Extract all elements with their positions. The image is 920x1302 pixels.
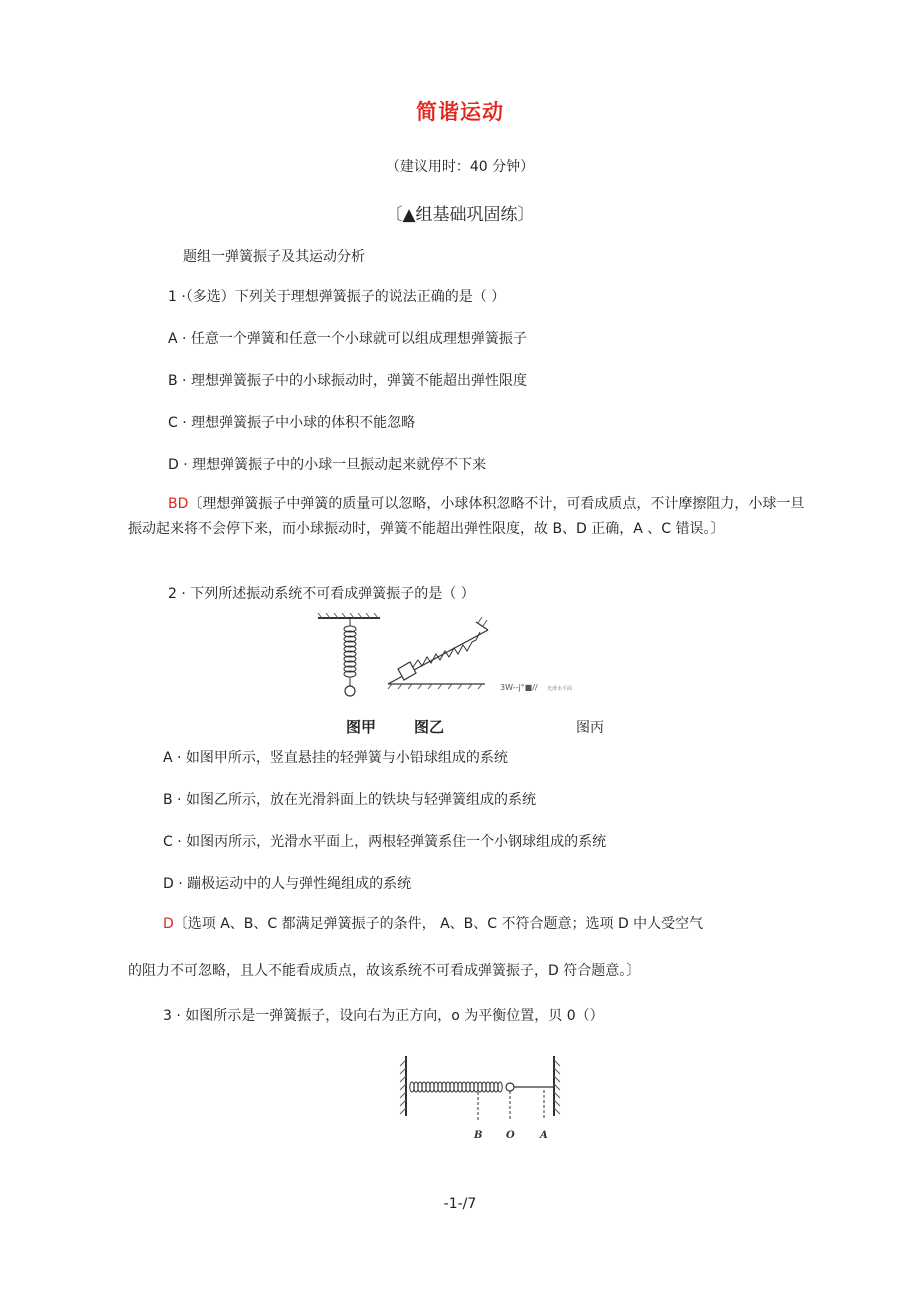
q2-option-a: A · 如图甲所示，竖直悬挂的轻弹簧与小铅球组成的系统	[163, 750, 508, 766]
q2-answer-text-1: 〔选项 A、B、C 都满足弹簧振子的条件， A、B、C 不符合题意；选项 D 中人受空气	[173, 916, 704, 932]
q2-option-d: D · 蹦极运动中的人与弹性绳组成的系统	[163, 876, 412, 892]
figure-bing-note-small: 光滑水平面	[547, 686, 573, 692]
q1-option-a: A · 任意一个弹簧和任意一个小球就可以组成理想弹簧振子	[168, 331, 527, 347]
page-number: -1-/7	[443, 1196, 477, 1212]
q1-option-c: C · 理想弹簧振子中小球的体积不能忽略	[168, 415, 416, 431]
topic-heading: 题组一弹簧振子及其运动分析	[183, 249, 365, 265]
caption-bing: 图丙	[576, 720, 604, 736]
q1-answer-text: 〔理想弹簧振子中弹簧的质量可以忽略，小球体积忽略不计，可看成质点，不计摩擦阻力，小球一旦振动起来将不会停下来，而小球振动时，弹簧不能超出弹性限度，故 B、D 正确，A 、C 错误。〕	[128, 496, 805, 537]
label-b: B	[474, 1130, 483, 1141]
q2-stem: 2 · 下列所述振动系统不可看成弹簧振子的是（ ）	[168, 586, 475, 602]
figure-jia-hanging-spring	[318, 613, 380, 696]
caption-yi: 图乙	[414, 718, 445, 736]
q2-answer-text-2: 的阻力不可忽略，且人不能看成质点，故该系统不可看成弹簧振子，D 符合题意。〕	[128, 963, 641, 979]
label-a: A	[540, 1130, 548, 1141]
q1-option-d: D · 理想弹簧振子中的小球一旦振动起来就停不下来	[168, 457, 487, 473]
q2-option-b: B · 如图乙所示，放在光滑斜面上的铁块与轻弹簧组成的系统	[163, 792, 536, 808]
figure-yi-incline-spring	[388, 617, 488, 689]
figure-bing-note: 3W--j°■//	[500, 683, 538, 692]
label-o: O	[506, 1130, 515, 1141]
q2-answer-label: D	[163, 916, 174, 932]
q2-figure	[310, 612, 590, 702]
q1-answer	[128, 492, 808, 542]
suggested-time: （建议用时：40 分钟）	[385, 159, 535, 175]
q1-answer-label: BD	[168, 496, 189, 512]
q3-figure	[398, 1052, 566, 1144]
q1-option-b: B · 理想弹簧振子中的小球振动时，弹簧不能超出弹性限度	[168, 373, 527, 389]
q1-stem: 1 ·（多选）下列关于理想弹簧振子的说法正确的是（ ）	[168, 289, 506, 305]
group-heading: 〔▲组基础巩固练〕	[385, 205, 535, 225]
q2-option-c: C · 如图丙所示，光滑水平面上，两根轻弹簧系住一个小钢球组成的系统	[163, 834, 607, 850]
q2-answer-line1	[163, 913, 703, 933]
page-title: 简谐运动	[416, 100, 504, 124]
q3-stem: 3 · 如图所示是一弹簧振子，设向右为正方向，o 为平衡位置，贝 0（）	[163, 1008, 604, 1024]
caption-jia: 图甲	[346, 718, 377, 736]
